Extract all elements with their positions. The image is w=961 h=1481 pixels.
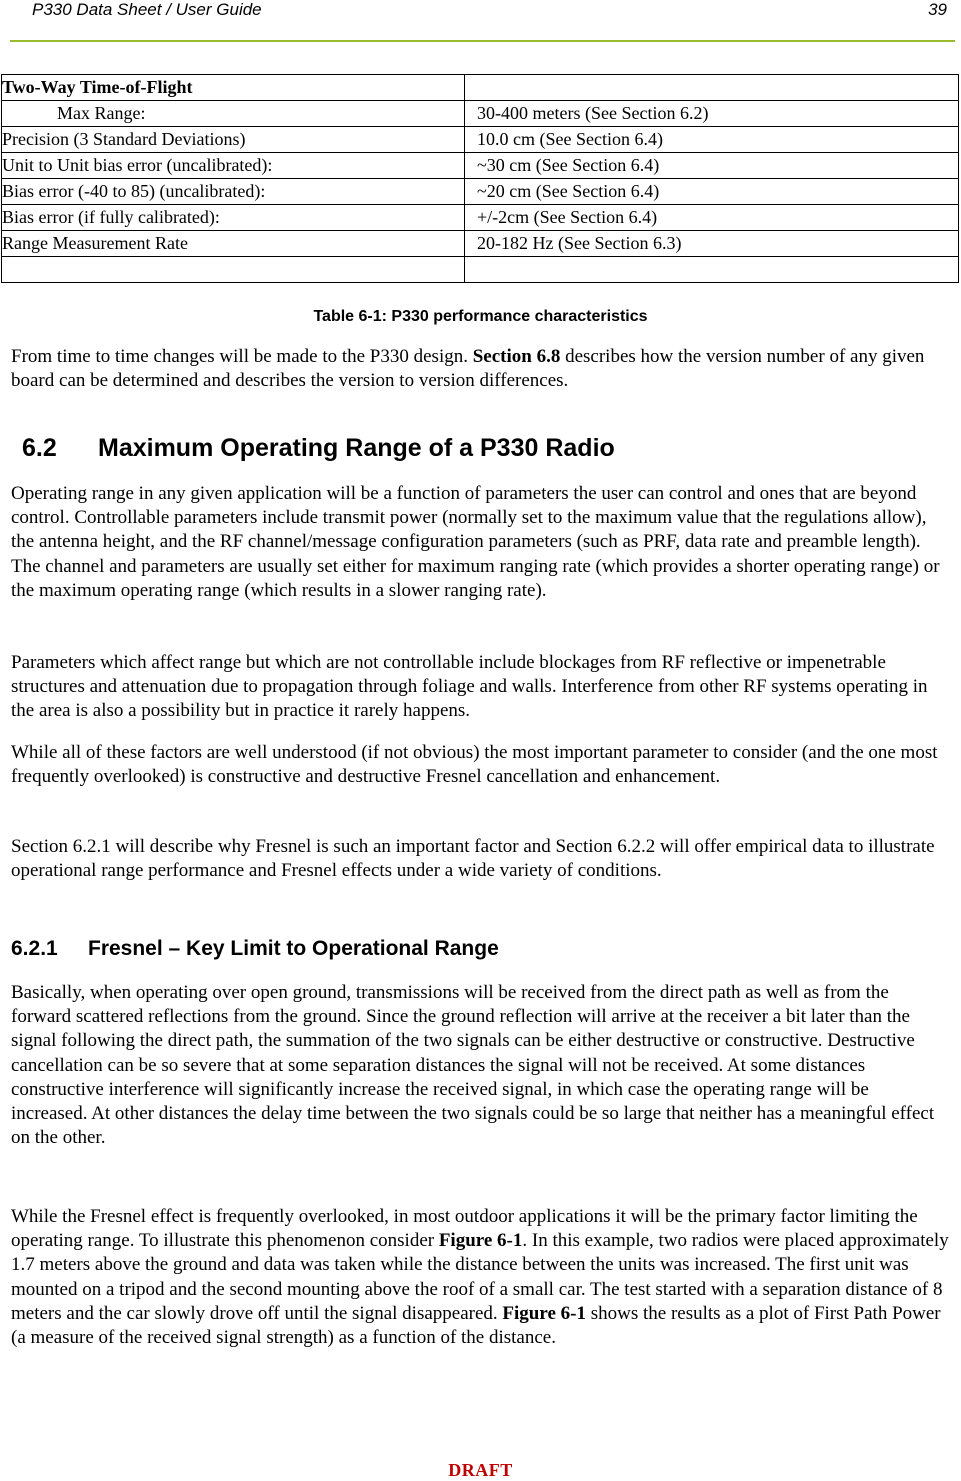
table-cell-label: Unit to Unit bias error (uncalibrated): — [2, 153, 465, 179]
paragraph-text: While the Fresnel effect is frequently overlooked, in most outdoor applications it will be the primary factor limiting the operating range. To illustrate this phenomenon consider — [11, 1206, 918, 1252]
table-cell-label: Max Range: — [2, 101, 465, 127]
table-row — [2, 257, 959, 283]
table-cell-label: Two-Way Time-of-Flight — [2, 75, 465, 101]
subsection-title: Fresnel – Key Limit to Operational Range — [88, 937, 499, 960]
table-cell-value — [465, 257, 959, 283]
paragraph: Parameters which affect range but which are not controllable include blockages from RF reflective or impenetrable structures and attenuation due to propagation through foliage and walls. Interference from other RF systems operating in the area is also a possibility but in practice it rarely happens. — [11, 652, 928, 722]
table-row — [2, 179, 959, 205]
paragraph — [11, 1205, 949, 1350]
table-row — [2, 75, 959, 101]
table-cell-label: Precision (3 Standard Deviations) — [2, 127, 465, 153]
figure-reference: Figure 6-1 — [438, 1230, 523, 1252]
table-cell-label — [2, 257, 465, 283]
paragraph: While all of these factors are well understood (if not obvious) the most important parameter to consider (and the one most frequently overlooked) is constructive and destructive Fresnel cancellation and enhancement. — [11, 742, 938, 788]
section-number: 6.2 — [22, 434, 57, 462]
intro-text-after: describes how the version number of any given board can be determined and describes the version to version differences. — [11, 346, 925, 392]
subsection-number: 6.2.1 — [11, 937, 58, 960]
table-cell-label: Bias error (if fully calibrated): — [2, 205, 465, 231]
performance-table — [1, 74, 959, 283]
table-cell-label: Range Measurement Rate — [2, 231, 465, 257]
section-title: Maximum Operating Range of a P330 Radio — [98, 434, 615, 462]
header-rule — [10, 40, 955, 42]
table-row — [2, 127, 959, 153]
table-row — [2, 101, 959, 127]
table-cell-value: 30-400 meters (See Section 6.2) — [465, 101, 959, 127]
intro-text-before: From time to time changes will be made to the P330 design. — [11, 346, 473, 367]
table-cell-value: +/-2cm (See Section 6.4) — [465, 205, 959, 231]
section-heading-6-2 — [22, 434, 615, 463]
table-row — [2, 153, 959, 179]
table-cell-value: 20-182 Hz (See Section 6.3) — [465, 231, 959, 257]
header-title: P330 Data Sheet / User Guide — [32, 0, 262, 19]
table-row — [2, 205, 959, 231]
paragraph: Section 6.2.1 will describe why Fresnel is such an important factor and Section 6.2.2 will offer empirical data to illustrate operational range performance and Fresnel effects under a wide variety of conditions. — [11, 836, 935, 882]
table-cell-value: ~20 cm (See Section 6.4) — [465, 179, 959, 205]
intro-paragraph — [11, 345, 949, 393]
paragraph: Operating range in any given application will be a function of parameters the user can control and ones that are beyond control. Controllable parameters include transmit power (normally set to the maximum value that the regulations allow), the antenna height, and the RF channel/message configuration parameters (such as PRF, data rate and preamble length). The channel and parameters are usually set either for maximum ranging rate (which provides a shorter operating range) or the maximum operating range (which results in a slower ranging rate). — [11, 483, 940, 601]
table-cell-value: ~30 cm (See Section 6.4) — [465, 153, 959, 179]
table-cell-value: 10.0 cm (See Section 6.4) — [465, 127, 959, 153]
section-reference-link: Section 6.8 — [472, 346, 561, 367]
table-cell-label: Bias error (-40 to 85) (uncalibrated): — [2, 179, 465, 205]
paragraph-text: . In this example, two radios were placed approximately 1.7 meters above the ground and data was taken while the distance between the units was increased. The first unit was mounted on a tripod and the second mounting above the roof of a small car. The test started with a separation distance of 8 meters and the car slowly drove off until the signal disappeared. — [11, 1230, 949, 1324]
table-caption: Table 6-1: P330 performance characteristics — [313, 308, 648, 325]
table-cell-value — [465, 75, 959, 101]
table-row — [2, 231, 959, 257]
header-page-number: 39 — [928, 0, 947, 19]
figure-reference: Figure 6-1 — [502, 1302, 586, 1324]
paragraph: Basically, when operating over open ground, transmissions will be received from the direct path as well as from the forward scattered reflections from the ground. Since the ground reflection will arrive at the receiver a bit later than the signal following the direct path, the summation of the two signals can be either destructive or constructive. Destructive cancellation can be so severe that at some separation distances the signal will not be received. At some distances constructive interference will significantly increase the received signal, in which case the operating range will be increased. At other distances the delay time between the two signals could be so large that neither has a meaningful effect on the other. — [11, 982, 935, 1149]
draft-watermark: DRAFT — [448, 1460, 513, 1480]
paragraph-text: shows the results as a plot of First Path Power (a measure of the received signal strength) as a function of the distance. — [11, 1302, 941, 1349]
section-heading-6-2-1 — [11, 937, 499, 961]
